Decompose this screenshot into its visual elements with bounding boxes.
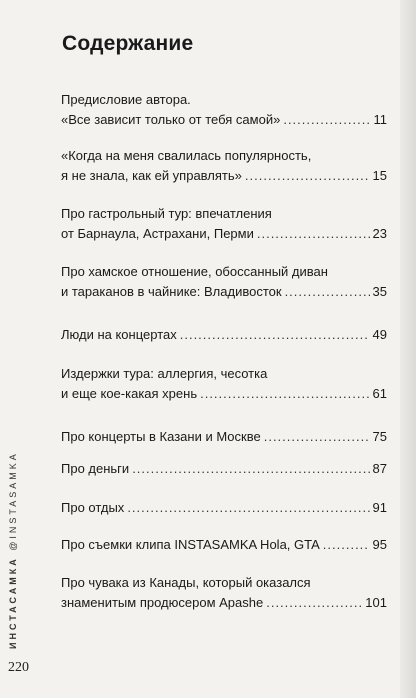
toc-page-number: 95: [372, 537, 387, 552]
toc-entry: [61, 427, 387, 447]
toc-page-number: 101: [365, 595, 387, 610]
toc-entry-leader-row: [61, 110, 387, 130]
dot-leader: [245, 166, 370, 186]
toc-entry-leader-row: [61, 224, 387, 244]
running-head-handle: @INSTASAMKA: [8, 451, 18, 551]
toc-entry-line: знаменитым продюсером Apashe: [61, 595, 264, 610]
toc-entry: [61, 498, 387, 518]
toc-entry: [61, 204, 387, 244]
toc-page-number: 11: [373, 112, 387, 127]
toc-entry-line: Про гастрольный тур: впечатления: [61, 206, 272, 221]
toc-entry-line: от Барнаула, Астрахани, Перми: [61, 226, 254, 241]
running-head-author: ИНСТАСАМКА: [8, 556, 18, 649]
toc-entry: [61, 325, 387, 345]
toc-entry-leader-row: [61, 535, 387, 555]
toc-entry-leader-row: [61, 166, 387, 186]
toc-page-number: 91: [372, 500, 387, 515]
dot-leader: [283, 110, 370, 130]
dot-leader: [323, 535, 370, 555]
toc-entry: [61, 262, 387, 302]
toc-page-number: 15: [372, 168, 387, 183]
toc-entry-leader-row: [61, 282, 387, 302]
dot-leader: [180, 325, 370, 345]
toc-entry-line: Про хамское отношение, обоссанный диван: [61, 264, 328, 279]
toc-page-number: 23: [372, 226, 387, 241]
toc-entry-line: Про съемки клипа INSTASAMKA Hola, GTA: [61, 537, 320, 552]
toc-entry: [61, 364, 387, 404]
toc-page-number: 49: [372, 327, 387, 342]
toc-entry-line: Люди на концертах: [61, 327, 177, 342]
toc-entry: [61, 459, 387, 479]
toc-entry-leader-row: [61, 325, 387, 345]
toc-entry-line: Издержки тура: аллергия, чесотка: [61, 366, 268, 381]
toc-entry-line: я не знала, как ей управлять»: [61, 168, 242, 183]
toc-entry-line: и тараканов в чайнике: Владивосток: [61, 284, 282, 299]
toc-entry-line: Про деньги: [61, 461, 130, 476]
page-title: Содержание: [62, 32, 194, 56]
dot-leader: [200, 384, 369, 404]
toc-entry-line: Про отдых: [61, 500, 125, 515]
dot-leader: [285, 282, 370, 302]
toc-entry-line: Про чувака из Канады, который оказался: [61, 575, 311, 590]
toc-page-number: 87: [372, 461, 387, 476]
toc-entry-line: Предисловие автора.: [61, 92, 191, 107]
toc-page-number: 61: [372, 386, 387, 401]
dot-leader: [257, 224, 370, 244]
toc-entry: [61, 146, 387, 186]
toc-page-number: 75: [372, 429, 387, 444]
toc-entry-line: и еще кое-какая хрень: [61, 386, 198, 401]
toc-entry-line: «Все зависит только от тебя самой»: [61, 112, 281, 127]
toc-entry-leader-row: [61, 498, 387, 518]
toc-entry-line: Про концерты в Казани и Москве: [61, 429, 261, 444]
toc-entry: [61, 90, 387, 130]
toc-entry-leader-row: [61, 593, 387, 613]
toc-entry-leader-row: [61, 427, 387, 447]
page-number: 220: [8, 660, 29, 675]
toc-entry: [61, 573, 387, 613]
toc-entry-leader-row: [61, 459, 387, 479]
dot-leader: [266, 593, 362, 613]
running-head-vertical: [8, 451, 18, 649]
dot-leader: [132, 459, 369, 479]
dot-leader: [127, 498, 369, 518]
toc-entry: [61, 535, 387, 555]
toc-page-number: 35: [372, 284, 387, 299]
toc-entry-leader-row: [61, 384, 387, 404]
page-edge-shadow: [400, 0, 416, 698]
dot-leader: [264, 427, 370, 447]
toc-entry-line: «Когда на меня свалилась популярность,: [61, 148, 312, 163]
